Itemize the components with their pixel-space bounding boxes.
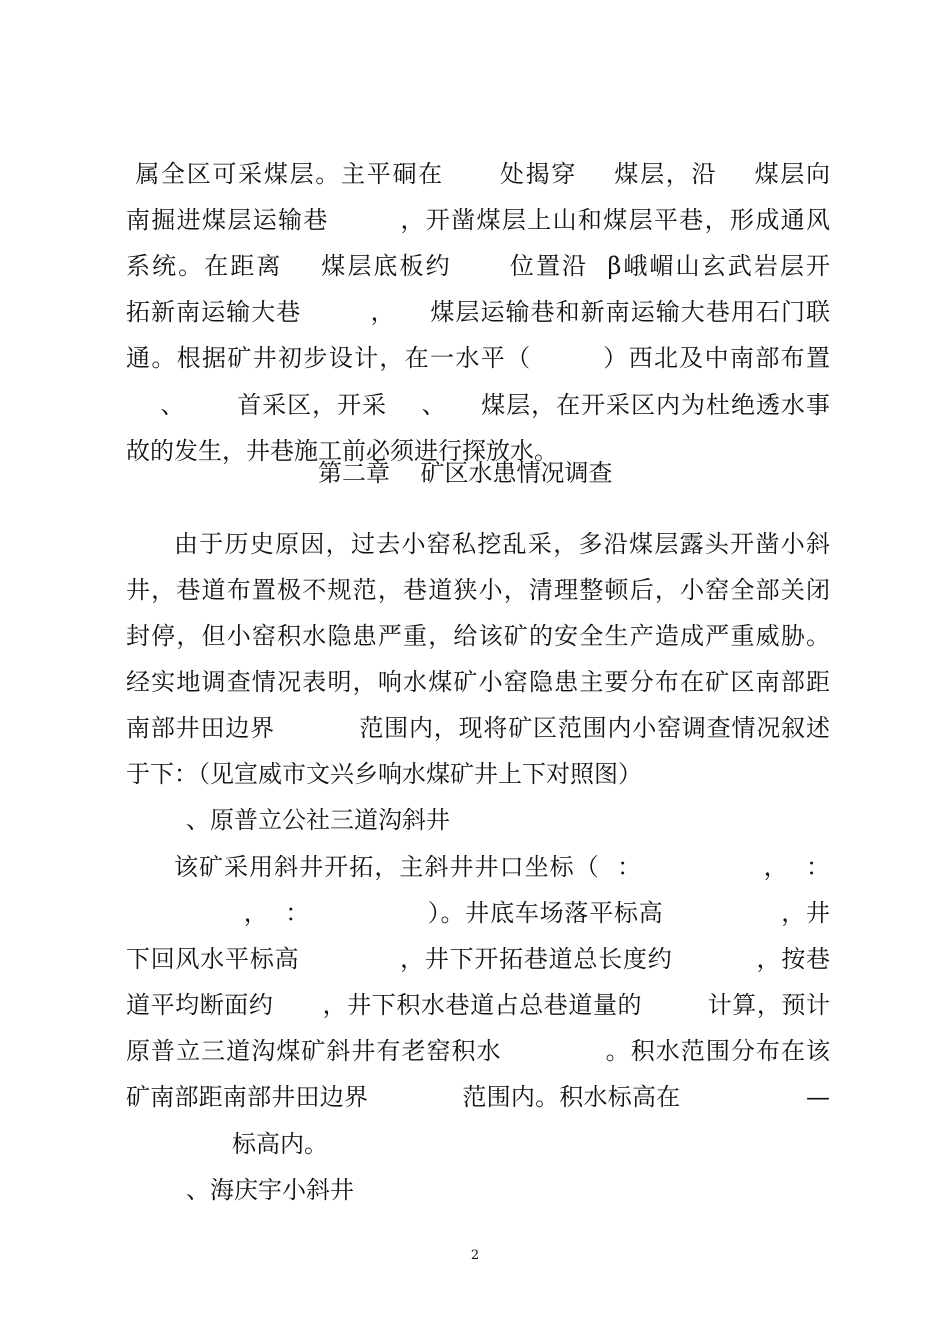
body-text-line: 于下：（见宣威市文兴乡响水煤矿井上下对照图） xyxy=(126,760,642,788)
chapter-heading: 第二章 矿区水患情况调查 xyxy=(318,459,613,487)
body-text-line: 南部井田边界 范围内，现将矿区范围内小窑调查情况叙述 xyxy=(126,714,830,742)
body-text-line: 道平均断面约 ，井下积水巷道占总巷道量的 计算，预计 xyxy=(126,991,830,1019)
body-text-line: 该矿采用斜井开拓，主斜井井口坐标（ ： ， ： xyxy=(174,853,830,881)
body-text-line: 拓新南运输大巷 ， 煤层运输巷和新南运输大巷用石门联 xyxy=(126,298,830,326)
body-text-line: 矿南部距南部井田边界 范围内。积水标高在 — xyxy=(126,1083,830,1111)
body-text-line: 由于历史原因，过去小窑私挖乱采，多沿煤层露头开凿小斜 xyxy=(174,530,830,558)
body-text-line: 、 首采区，开采 、 煤层，在开采区内为杜绝透水事 xyxy=(126,391,830,419)
body-text-line: 通。根据矿井初步设计，在一水平（ ）西北及中南部布置 xyxy=(126,344,830,372)
body-text-line: 故的发生，井巷施工前必须进行探放水。 xyxy=(126,437,558,465)
body-text-line: 井，巷道布置极不规范，巷道狭小，清理整顿后，小窑全部关闭 xyxy=(126,576,830,604)
body-text-line: 封停，但小窑积水隐患严重，给该矿的安全生产造成严重威胁。 xyxy=(126,622,830,650)
body-text-line: 属全区可采煤层。主平硐在 处揭穿 煤层，沿 煤层向 xyxy=(126,160,830,188)
page-number: 2 xyxy=(470,1248,480,1263)
body-text-line: 系统。在距离 煤层底板约 位置沿 β峨嵋山玄武岩层开 xyxy=(126,252,830,280)
body-text-line: 标高内。 xyxy=(232,1130,328,1158)
body-text-line: 南掘进煤层运输巷 ，开凿煤层上山和煤层平巷，形成通风 xyxy=(126,206,830,234)
body-text-line: 原普立三道沟煤矿斜井有老窑积水 。积水范围分布在该 xyxy=(126,1037,830,1065)
body-text-line: 下回风水平标高 ，井下开拓巷道总长度约 ，按巷 xyxy=(126,945,830,973)
body-text-line: 经实地调查情况表明，响水煤矿小窑隐患主要分布在矿区南部距 xyxy=(126,668,830,696)
body-text-line: ， ： ）。井底车场落平标高 ，井 xyxy=(126,899,830,927)
section-heading: 、原普立公社三道沟斜井 xyxy=(186,806,450,834)
section-heading: 、海庆宇小斜井 xyxy=(186,1176,354,1204)
